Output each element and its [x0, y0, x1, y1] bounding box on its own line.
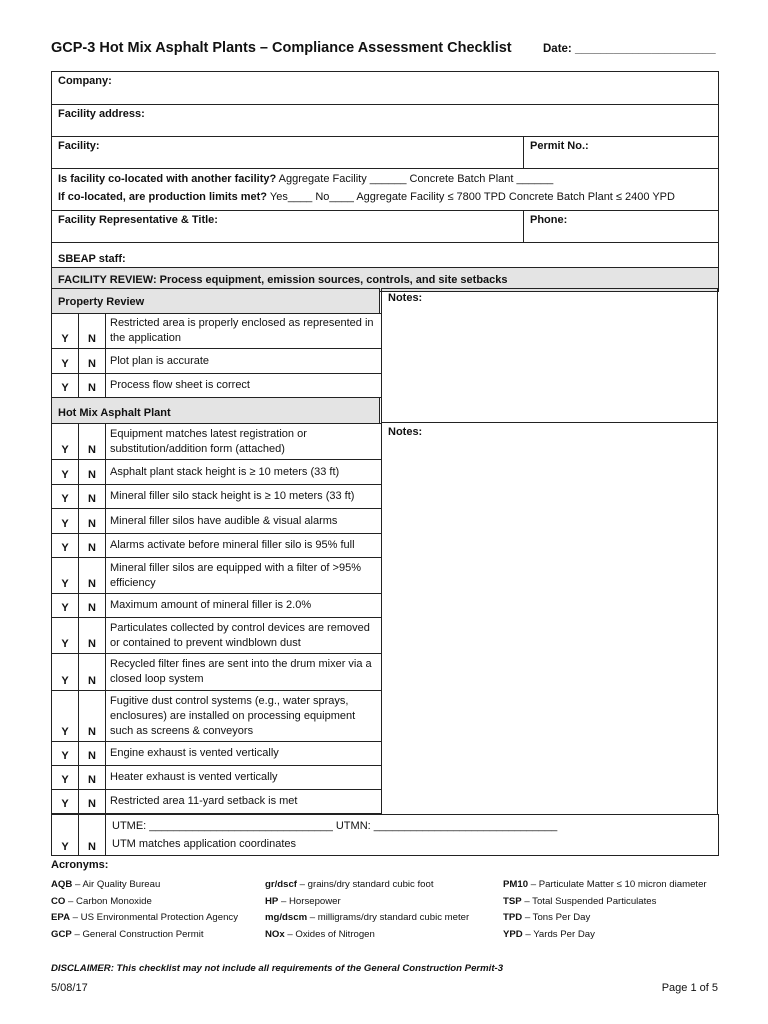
yes-checkbox[interactable]: Y [52, 618, 79, 654]
facility-label: Facility: [58, 140, 100, 152]
property-review-section [51, 288, 718, 394]
checklist-item-text: Plot plan is accurate [106, 349, 382, 374]
yes-checkbox[interactable]: Y [52, 534, 79, 558]
page-title: GCP-3 Hot Mix Asphalt Plants – Compliance Assessment Checklist [51, 40, 512, 56]
acronym-entry: gr/dscf – grains/dry standard cubic foot [265, 879, 434, 890]
acronym-entry: TSP – Total Suspended Particulates [503, 895, 657, 907]
no-checkbox[interactable]: N [79, 618, 106, 654]
checklist-item-text: Recycled filter fines are sent into the drum mixer via a closed loop system [106, 654, 382, 691]
no-checkbox[interactable]: N [79, 534, 106, 558]
date-field-label[interactable]: Date: ______________________ [543, 43, 716, 55]
acronyms-heading: Acronyms: [51, 859, 109, 871]
no-checkbox[interactable]: N [79, 790, 106, 814]
no-checkbox[interactable]: N [79, 460, 106, 485]
checklist-item-text: Mineral filler silos are equipped with a filter of >95% efficiency [106, 558, 382, 594]
checklist-item-text: Engine exhaust is vented vertically [106, 742, 382, 766]
facility-info-table [51, 71, 719, 292]
utm-row [51, 814, 719, 856]
checklist-item-text: Process flow sheet is correct [106, 374, 382, 398]
yes-checkbox[interactable]: Y [52, 558, 79, 594]
yes-checkbox[interactable]: Y [52, 654, 79, 691]
permit-no-label: Permit No.: [530, 140, 589, 152]
utm-coordinates-line: UTME: ______________________________ UTMN: ______________________________ [112, 820, 558, 832]
facility-field[interactable] [52, 137, 524, 169]
acronym-entry: HP – Horsepower [265, 895, 341, 907]
facility-review-title: FACILITY REVIEW: Process equipment, emission sources, controls, and site setbacks [58, 273, 508, 286]
acronym-entry: TPD – Tons Per Day [503, 912, 591, 923]
no-checkbox[interactable]: N [79, 558, 106, 594]
no-checkbox[interactable]: N [79, 485, 106, 509]
checklist-item-text: Alarms activate before mineral filler silo is 95% full [106, 534, 382, 558]
footer-date: 5/08/17 [51, 982, 88, 994]
hot-mix-heading: Hot Mix Asphalt Plant [51, 397, 380, 423]
no-checkbox[interactable]: N [79, 349, 106, 374]
checklist-item-text: Asphalt plant stack height is ≥ 10 meters (33 ft) [106, 460, 382, 485]
hot-mix-checklist [51, 423, 382, 814]
yes-checkbox[interactable]: Y [52, 742, 79, 766]
yes-checkbox[interactable]: Y [52, 509, 79, 534]
utm-fields[interactable] [106, 815, 719, 856]
no-checkbox[interactable]: N [79, 509, 106, 534]
property-review-notes[interactable] [381, 288, 718, 423]
permit-no-field[interactable] [524, 137, 719, 169]
checklist-item-text: Particulates collected by control devices are removed or contained to prevent windblown dust [106, 618, 382, 654]
acronym-entry: YPD – Yards Per Day [503, 928, 595, 940]
yes-checkbox[interactable]: Y [52, 815, 79, 856]
disclaimer-text: DISCLAIMER: This checklist may not include all requirements of the General Construction Permit-3 [51, 963, 504, 974]
yes-checkbox[interactable]: Y [52, 460, 79, 485]
no-checkbox[interactable]: N [79, 691, 106, 742]
checklist-item-text: Mineral filler silos have audible & visual alarms [106, 509, 382, 534]
sbeap-staff-field[interactable] [52, 243, 719, 268]
utm-match-text: UTM matches application coordinates [112, 838, 297, 850]
notes-label: Notes: [388, 426, 423, 438]
checklist-item-text: Mineral filler silo stack height is ≥ 10 meters (33 ft) [106, 485, 382, 509]
no-checkbox[interactable]: N [79, 594, 106, 618]
acronym-entry: AQB – Air Quality Bureau [51, 879, 161, 890]
no-checkbox[interactable]: N [79, 766, 106, 790]
yes-checkbox[interactable]: Y [52, 314, 79, 349]
company-label: Company: [58, 75, 112, 87]
property-review-checklist [51, 313, 382, 398]
colocation-question[interactable] [52, 169, 719, 211]
acronyms-column-3 [503, 877, 707, 943]
phone-field[interactable] [524, 211, 719, 243]
yes-checkbox[interactable]: Y [52, 594, 79, 618]
hot-mix-section [51, 397, 718, 810]
notes-label: Notes: [388, 292, 423, 304]
acronym-entry: NOx – Oxides of Nitrogen [265, 928, 375, 940]
acronyms-column-2 [265, 877, 469, 943]
acronym-entry: PM10 – Particulate Matter ≤ 10 micron diameter [503, 879, 707, 890]
facility-address-field[interactable] [52, 105, 719, 137]
checklist-item-text: Restricted area 11-yard setback is met [106, 790, 382, 814]
no-checkbox[interactable]: N [79, 742, 106, 766]
property-review-heading: Property Review [51, 288, 380, 313]
checklist-item-text: Equipment matches latest registration or substitution/addition form (attached) [106, 424, 382, 460]
facility-rep-label: Facility Representative & Title: [58, 214, 218, 226]
acronym-entry: GCP – General Construction Permit [51, 928, 204, 940]
yes-checkbox[interactable]: Y [52, 691, 79, 742]
facility-rep-field[interactable] [52, 211, 524, 243]
hot-mix-notes[interactable] [381, 422, 718, 815]
no-checkbox[interactable]: N [79, 374, 106, 398]
yes-checkbox[interactable]: Y [52, 424, 79, 460]
acronyms-column-1 [51, 877, 238, 943]
yes-checkbox[interactable]: Y [52, 374, 79, 398]
no-checkbox[interactable]: N [79, 424, 106, 460]
facility-address-label: Facility address: [58, 108, 145, 120]
no-checkbox[interactable]: N [79, 654, 106, 691]
checklist-item-text: Maximum amount of mineral filler is 2.0% [106, 594, 382, 618]
acronym-entry: mg/dscm – milligrams/dry standard cubic meter [265, 912, 470, 923]
colocated-options: Aggregate Facility ______ Concrete Batch Plant ______ [276, 173, 554, 185]
yes-checkbox[interactable]: Y [52, 485, 79, 509]
checklist-item-text: Restricted area is properly enclosed as represented in the application [106, 314, 382, 349]
sbeap-staff-label: SBEAP staff: [58, 253, 126, 265]
page-number: Page 1 of 5 [661, 982, 718, 994]
limits-question-text: If co-located, are production limits met? [58, 191, 268, 203]
company-field[interactable] [52, 72, 719, 105]
limits-options: Yes____ No____ Aggregate Facility ≤ 7800 TPD Concrete Batch Plant ≤ 2400 YPD [267, 191, 675, 203]
checklist-item-text: Heater exhaust is vented vertically [106, 766, 382, 790]
yes-checkbox[interactable]: Y [52, 766, 79, 790]
no-checkbox[interactable]: N [79, 314, 106, 349]
acronym-entry: CO – Carbon Monoxide [51, 895, 152, 907]
phone-label: Phone: [530, 214, 568, 226]
colocated-question-text: Is facility co-located with another facility? [58, 173, 277, 185]
checklist-item-text: Fugitive dust control systems (e.g., water sprays, enclosures) are installed on processing equipment such as screens & conveyors [106, 691, 382, 742]
acronym-entry: EPA – US Environmental Protection Agency [51, 912, 238, 923]
yes-checkbox[interactable]: Y [52, 790, 79, 814]
no-checkbox[interactable]: N [79, 815, 106, 856]
yes-checkbox[interactable]: Y [52, 349, 79, 374]
